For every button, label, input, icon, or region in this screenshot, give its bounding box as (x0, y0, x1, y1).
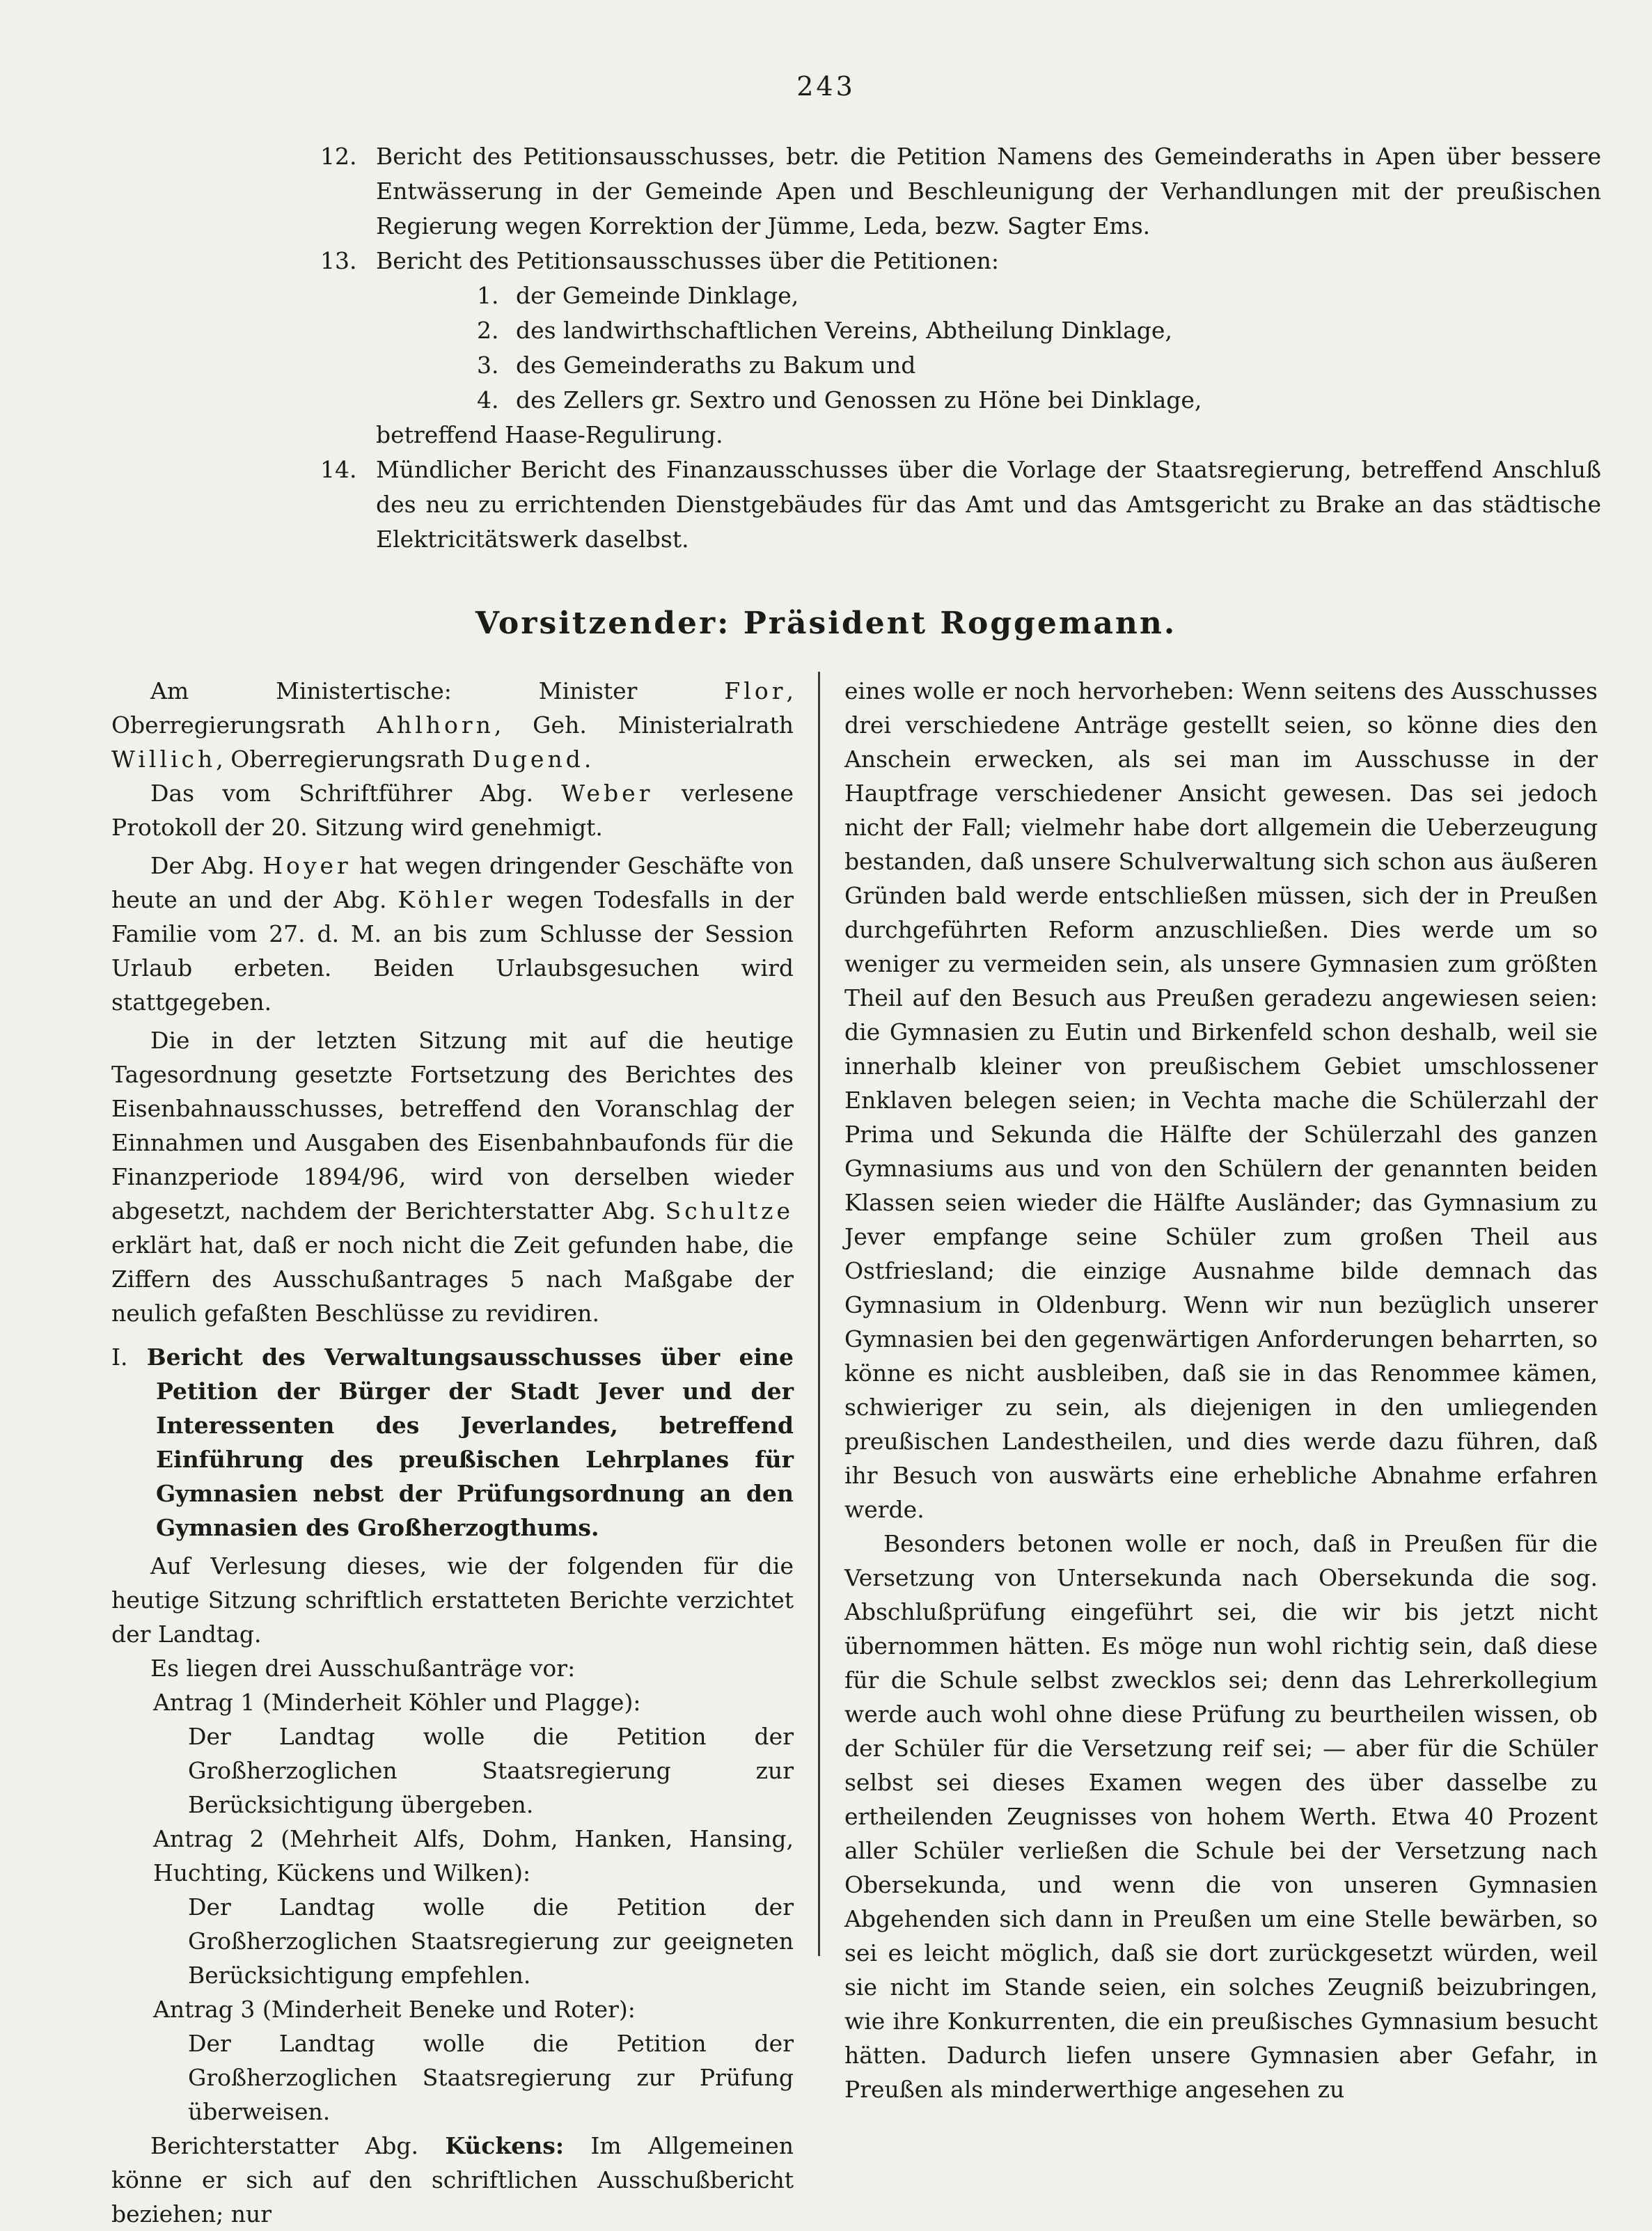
agenda-item-13 (320, 244, 1601, 452)
sub-text: des landwirthschaftlichen Vereins, Abtheilung Dinklage, (516, 317, 1172, 344)
text: Die in der letzten Sitzung mit auf die heutige Tagesordnung gesetzte Fortsetzung des Berichtes des Eisenbahnausschusses, betreffend den Voranschlag der Einnahmen und Ausgaben des Eisenbahnbaufonds für die Finanzperiode 1894/96, wird von derselben wieder abgesetzt, nachdem der Berichterstatter Abg. (111, 1027, 794, 1224)
text: Berichterstatter Abg. (150, 2132, 419, 2159)
section-title: Bericht des Verwaltungsausschusses über eine Petition der Bürger der Stadt Jever und der Interessenten des Jeverlandes, betreffend Einführung des preußischen Lehrplanes für Gymnasien nebst der Prüfungsordnung an den Gymnasien des Großherzogthums. (146, 1343, 794, 1541)
person-name: Ahlhorn (377, 711, 494, 739)
agenda-text: Bericht des Petitionsausschusses über die Petitionen: (376, 247, 999, 274)
sub-text: der Gemeinde Dinklage, (516, 282, 799, 309)
text: , Geh. Ministerialrath (494, 711, 794, 739)
person-name: Willich (111, 746, 217, 773)
person-name: Weber (561, 780, 654, 807)
antrag-3-heading: Antrag 3 (Minderheit Beneke und Roter): (153, 1996, 636, 2023)
sub-text: des Gemeinderaths zu Bakum und (516, 352, 916, 379)
antrag-3-text: Der Landtag wolle die Petition der Großherzoglichen Staatsregierung zur Prüfung überweisen. (188, 2030, 794, 2125)
list-item (477, 383, 1601, 418)
text: wegen Todesfalls in der Familie vom 27. d. M. an bis zum Schlusse der Session Urlaub erbeten. Beiden Urlaubsgesuchen wird stattgegeben. (111, 886, 794, 1016)
agenda-text: Mündlicher Bericht des Finanzausschusses über die Vorlage der Staatsregierung, betreffend Anschluß des neu zu errichtenden Dienstgebäudes für das Amt und das Amtsgericht zu Brake an das städtische Elektricitätswerk daselbst. (376, 456, 1601, 553)
chair-heading: Vorsitzender: Präsident Roggemann. (475, 606, 1177, 641)
text: . (583, 746, 592, 773)
text: erklärt hat, daß er noch nicht die Zeit gefunden habe, die Ziffern des Ausschußantrages 5 nach Maßgabe der neulich gefaßten Beschlüsse zu revidiren. (111, 1231, 794, 1327)
list-item (477, 313, 1601, 348)
left-column (111, 674, 794, 2231)
agenda-item-12 (320, 139, 1601, 244)
agenda-text: Bericht des Petitionsausschusses, betr. die Petition Namens des Gemeinderaths in Apen über bessere Entwässerung in der Gemeinde Apen und Beschleunigung der Verhandlungen mit der preußischen Regierung wegen Korrektion der Jümme, Leda, bezw. Sagter Ems. (376, 143, 1601, 239)
column-divider (818, 672, 820, 1956)
sub-text: des Zellers gr. Sextro und Genossen zu Höne bei Dinklage, (516, 386, 1202, 413)
petition-sublist (376, 278, 1601, 418)
agenda-number: 14. (320, 456, 357, 483)
text: verlesene Protokoll der 20. Sitzung wird genehmigt. (111, 780, 794, 841)
person-name: Flor (724, 677, 787, 704)
urlaub-paragraph (111, 849, 794, 1019)
eisenbahn-paragraph (111, 1023, 794, 1330)
section-number: I. (111, 1343, 128, 1371)
text: Im Allgemeinen könne er sich auf den schriftlichen Ausschußbericht beziehen; nur (111, 2132, 794, 2228)
agenda-number: 12. (320, 143, 357, 170)
person-name: Köhler (398, 886, 496, 913)
right-column (844, 674, 1598, 2106)
sub-number: 4. (477, 386, 499, 413)
page-number: 243 (796, 71, 856, 102)
antrag-1-text: Der Landtag wolle die Petition der Großherzoglichen Staatsregierung zur Berücksichtigung übergeben. (188, 1723, 794, 1818)
list-item (477, 278, 1601, 313)
verlesung-paragraph: Auf Verlesung dieses, wie der folgenden für die heutige Sitzung schriftlich erstatteten Berichte verzichtet der Landtag. (111, 1552, 794, 1648)
antraege-intro: Es liegen drei Ausschußanträge vor: (150, 1655, 576, 1682)
agenda-number: 13. (320, 247, 357, 274)
text: , Oberregierungsrath (216, 746, 465, 773)
antrag-2-heading: Antrag 2 (Mehrheit Alfs, Dohm, Hanken, Hansing, Huchting, Kückens und Wilken): (153, 1825, 794, 1886)
agenda-item-14 (320, 452, 1601, 557)
kueckens-paragraph (111, 2129, 794, 2231)
agenda-list (320, 139, 1601, 557)
agenda-tail: betreffend Haase-Regulirung. (376, 421, 723, 448)
right-paragraph-2: Besonders betonen wolle er noch, daß in Preußen für die Versetzung von Untersekunda nach Obersekunda die sog. Abschlußprüfung eingeführt sei, die wir bis jetzt nicht übernommen hätten. Es möge nun wohl richtig sein, daß diese für die Schule selbst zwecklos sei; denn das Lehrerkollegium werde auch wohl ohne diese Prüfung zu beurtheilen wissen, ob der Schüler für die Versetzung reif sei; — aber für die Schüler selbst sei dieses Examen wegen des über dasselbe zu ertheilenden Zeugnisses von hohem Werth. Etwa 40 Prozent aller Schüler verließen die Schule bei der Versetzung nach Obersekunda, und wenn die von unseren Gymnasien Abgehenden sich dann in Preußen um eine Stelle bewärben, so sei es leicht möglich, daß sie dort zurückgesetzt würden, weil sie nicht im Stande seien, ein solches Zeugniß beizubringen, wie ihre Konkurrenten, die ein preußisches Gymnasium besucht hätten. Dadurch liefen unsere Gymnasien aber Gefahr, in Preußen als minderwerthige angesehen zu (844, 1530, 1598, 2103)
sub-number: 2. (477, 317, 499, 344)
protokoll-paragraph (111, 776, 794, 844)
list-item (477, 348, 1601, 383)
person-name: Dugend (472, 746, 584, 773)
ministers-paragraph (111, 674, 794, 776)
sub-number: 1. (477, 282, 499, 309)
text: Das vom Schriftführer Abg. (150, 780, 534, 807)
section-heading (111, 1340, 794, 1545)
person-name: Kückens: (445, 2132, 564, 2159)
text: , Oberregierungsrath (111, 677, 794, 739)
text: Der Abg. (150, 852, 255, 879)
text: Am Ministertische: Minister (150, 677, 638, 704)
text: hat wegen dringender Geschäfte von heute an und der Abg. (111, 852, 794, 913)
antrag-1-heading: Antrag 1 (Minderheit Köhler und Plagge): (153, 1689, 641, 1716)
person-name: Hoyer (262, 852, 352, 879)
antrag-2-text: Der Landtag wolle die Petition der Großherzoglichen Staatsregierung zur geeigneten Berücksichtigung empfehlen. (188, 1893, 794, 1989)
person-name: Schultze (665, 1197, 794, 1224)
sub-number: 3. (477, 352, 499, 379)
right-paragraph-1: eines wolle er noch hervorheben: Wenn seitens des Ausschusses drei verschiedene Anträge gestellt seien, so könne dies den Anschein erwecken, als sei man im Ausschusse in der Hauptfrage verschiedener Ansicht gewesen. Das sei jedoch nicht der Fall; vielmehr habe dort allgemein die Ueberzeugung bestanden, daß unsere Schulverwaltung sich schon aus äußeren Gründen bald werde entschließen müssen, sich der in Preußen durchgeführten Reform anzuschließen. Dies werde um so weniger zu vermeiden sein, als unsere Gymnasien zum größten Theil auf den Besuch aus Preußen geradezu angewiesen seien: die Gymnasien zu Eutin und Birkenfeld schon deshalb, weil sie innerhalb kleiner von preußischem Gebiet umschlossener Enklaven belegen seien; in Vechta mache die Schülerzahl der Prima und Sekunda die Hälfte der Schülerzahl des ganzen Gymnasiums aus und von den Schülern der genannten beiden Klassen seien wieder die Hälfte Ausländer; das Gymnasium zu Jever empfange seine Schüler zum großen Theil aus Ostfriesland; die einzige Ausnahme bilde demnach das Gymnasium in Oldenburg. Wenn wir nun bezüglich unserer Gymnasien bei den gegenwärtigen Anforderungen beharrten, so könne es nicht ausbleiben, daß sie in das Renommee kämen, schwieriger zu sein, als diejenigen in den umliegenden preußischen Landestheilen, und dies werde dazu führen, daß ihr Besuch von auswärts eine erhebliche Abnahme erfahren werde. (844, 677, 1598, 1523)
